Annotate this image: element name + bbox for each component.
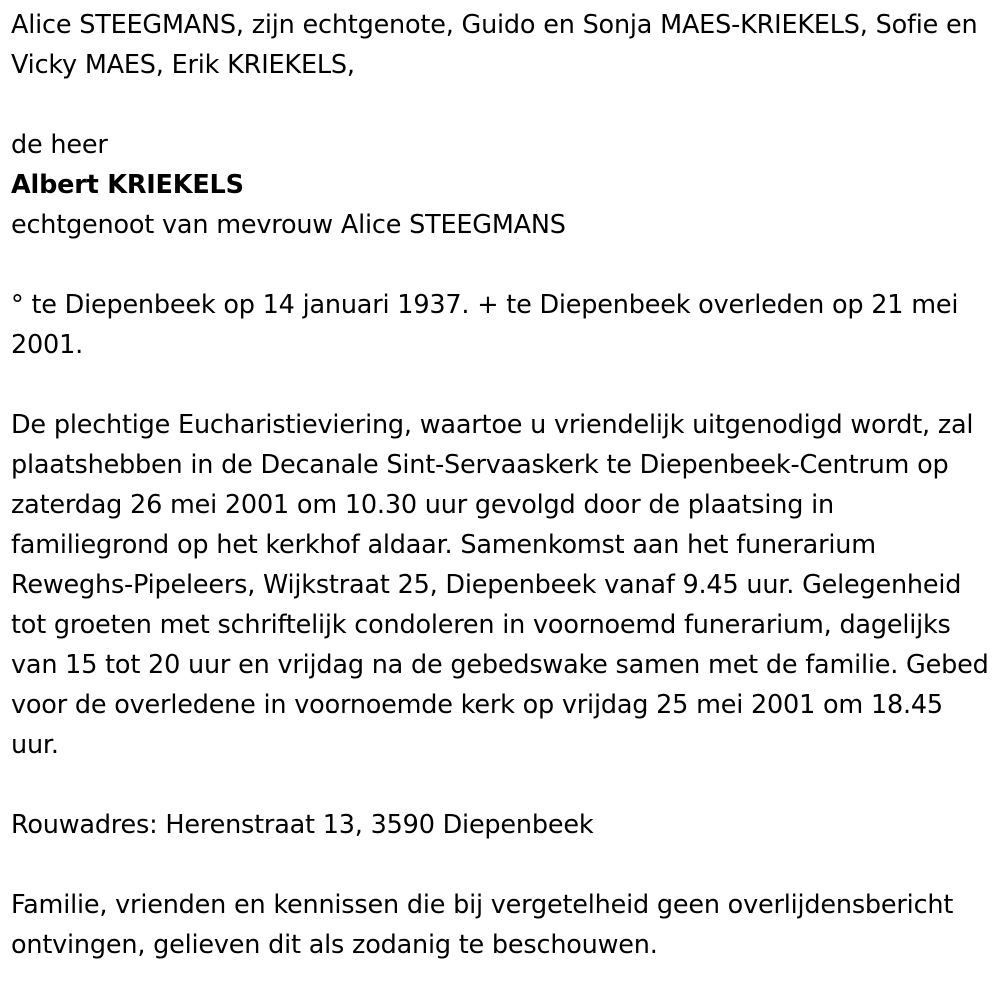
spouse-line: echtgenoot van mevrouw Alice STEEGMANS — [11, 210, 566, 240]
spacer — [11, 85, 996, 125]
ceremony-details: De plechtige Eucharistieviering, waartoe u vriendelijk uitgenodigd wordt, zal plaatshebben in de Decanale Sint-Servaaskerk te Diepenbeek-Centrum op zaterdag 26 mei 2001 om 10.30 uur gevolgd door de plaatsing in familiegrond op het kerkhof aldaar. Samenkomst aan het funerarium Reweghs-Pipeleers, Wijkstraat 25, Diepenbeek vanaf 9.45 uur. Gelegenheid tot groeten met schriftelijk condoleren in voornoemd funerarium, dagelijks van 15 tot 20 uur en vrijdag na de gebedswake samen met de familie. Gebed voor de overledene in voornoemde kerk op vrijdag 25 mei 2001 om 18.45 uur. — [11, 410, 989, 760]
deceased-name: Albert KRIEKELS — [11, 170, 244, 200]
spacer — [11, 845, 996, 885]
spacer — [11, 365, 996, 405]
mourning-address: Rouwadres: Herenstraat 13, 3590 Diepenbeek — [11, 810, 594, 840]
salutation: de heer — [11, 130, 108, 160]
family-intro: Alice STEEGMANS, zijn echtgenote, Guido en Sonja MAES-KRIEKELS, Sofie en Vicky MAES, Erik KRIEKELS, — [11, 10, 978, 80]
spacer — [11, 245, 996, 285]
birth-death-dates: ° te Diepenbeek op 14 januari 1937. + te Diepenbeek overleden op 21 mei 2001. — [11, 290, 959, 360]
closing-note: Familie, vrienden en kennissen die bij vergetelheid geen overlijdensbericht ontvingen, gelieven dit als zodanig te beschouwen. — [11, 890, 954, 960]
obituary-notice — [11, 5, 996, 965]
spacer — [11, 765, 996, 805]
